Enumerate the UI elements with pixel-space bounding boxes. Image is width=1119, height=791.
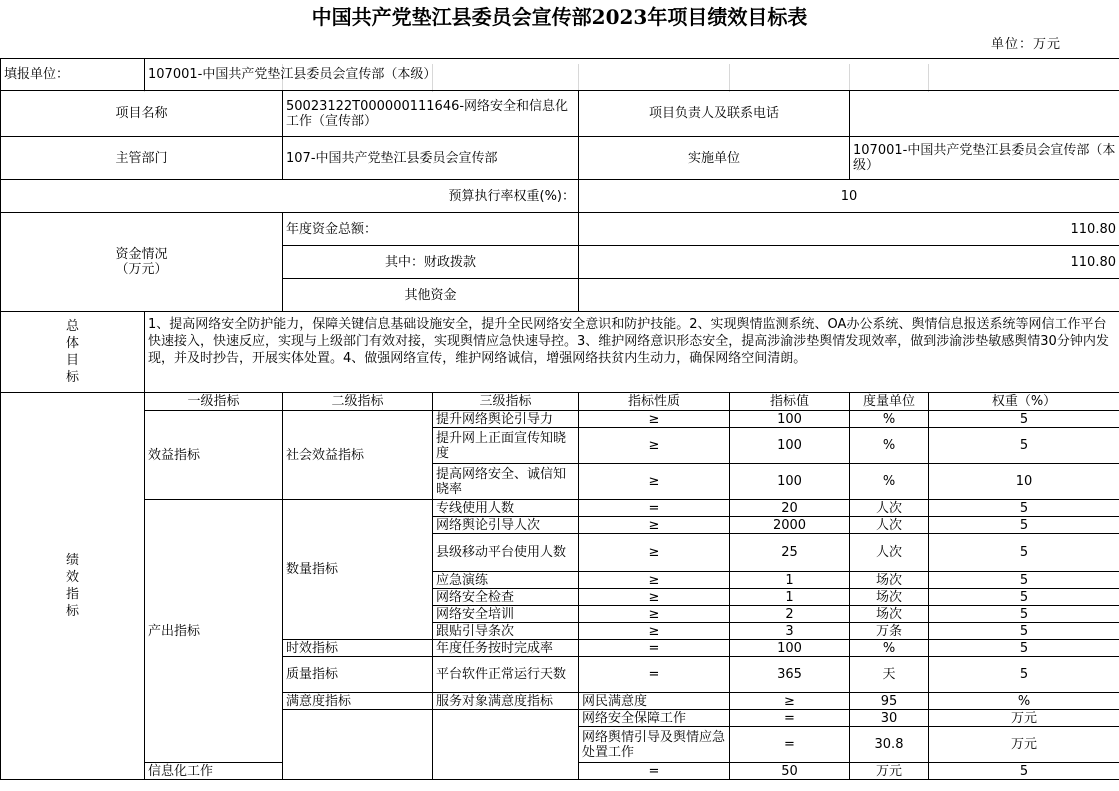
level1-benefit: 效益指标 xyxy=(145,411,283,500)
indicator-unit: % xyxy=(850,428,929,464)
indicator-name: 网络安全保障工作 xyxy=(579,710,730,727)
indicator-value: 100 xyxy=(730,640,850,657)
level1-empty xyxy=(283,710,433,780)
indicator-value: 2 xyxy=(730,606,850,623)
header-weight: 权重（%） xyxy=(929,393,1119,411)
indicator-weight: 5 xyxy=(929,623,1119,640)
budget-weight-value: 10 xyxy=(579,180,1119,213)
indicator-unit: 场次 xyxy=(850,606,929,623)
indicator-unit: 场次 xyxy=(850,572,929,589)
implementing-unit-label: 实施单位 xyxy=(579,137,850,180)
header-level1: 一级指标 xyxy=(145,393,283,411)
indicator-value: 1 xyxy=(730,572,850,589)
level2-timeliness: 时效指标 xyxy=(283,640,433,657)
indicator-op: ≥ xyxy=(730,693,850,710)
indicator-name: 提升网络舆论引导力 xyxy=(433,411,579,428)
header-unit: 度量单位 xyxy=(850,393,929,411)
level2-empty xyxy=(433,710,579,780)
supervisor-dept-label: 主管部门 xyxy=(1,137,283,180)
indicator-name: 专线使用人数 xyxy=(433,500,579,517)
funds-label-text: 资金情况 xyxy=(115,247,168,262)
unit-row xyxy=(0,34,1119,58)
indicator-name: 县级移动平台使用人数 xyxy=(433,534,579,572)
overall-goal-label: 总 体 目 标 xyxy=(1,312,145,393)
indicator-weight: 5 xyxy=(929,411,1119,428)
indicator-value: 3 xyxy=(730,623,850,640)
indicator-value: 100 xyxy=(730,428,850,464)
indicator-op: ≥ xyxy=(579,572,730,589)
indicator-name: 年度任务按时完成率 xyxy=(433,640,579,657)
funds-fiscal-label: 其中：财政拨款 xyxy=(283,246,579,279)
indicator-value: 95 xyxy=(850,693,929,710)
funds-label-unit: （万元） xyxy=(115,262,168,277)
page-title: 中国共产党垫江县委员会宣传部2023年项目绩效目标表 xyxy=(311,5,808,29)
unit-label: 单位：万元 xyxy=(990,37,1061,52)
indicator-op: = xyxy=(579,640,730,657)
performance-table xyxy=(0,58,1119,780)
level1-satisfaction: 满意度指标 xyxy=(283,693,433,710)
indicator-op: ≥ xyxy=(579,517,730,534)
header-level3: 三级指标 xyxy=(433,393,579,411)
indicator-name: 提高网络安全、诚信知晓率 xyxy=(433,464,579,500)
indicator-name: 网络安全培训 xyxy=(433,606,579,623)
indicator-unit: 万元 xyxy=(929,710,1119,727)
indicator-op: ≥ xyxy=(579,534,730,572)
funds-other-value xyxy=(579,279,1119,312)
indicator-value: 20 xyxy=(730,500,850,517)
indicator-weight: 10 xyxy=(929,464,1119,500)
indicator-value: 365 xyxy=(730,657,850,693)
funds-total-value: 110.80 xyxy=(579,213,1119,246)
indicator-unit: % xyxy=(929,693,1119,710)
indicator-op: = xyxy=(579,763,730,780)
indicator-op: = xyxy=(579,500,730,517)
indicator-name: 平台软件正常运行天数 xyxy=(433,657,579,693)
indicator-weight: 5 xyxy=(929,517,1119,534)
header-level2: 二级指标 xyxy=(283,393,433,411)
indicator-weight: 5 xyxy=(929,500,1119,517)
indicator-value: 30 xyxy=(850,710,929,727)
indicator-unit: % xyxy=(850,464,929,500)
indicator-unit: 万条 xyxy=(850,623,929,640)
filing-unit-value: 107001-中国共产党垫江县委员会宣传部（本级） xyxy=(145,59,1119,91)
indicator-name: 网络安全检查 xyxy=(433,589,579,606)
level2-service-satisfaction: 服务对象满意度指标 xyxy=(433,693,579,710)
indicator-unit: 人次 xyxy=(850,534,929,572)
indicator-unit: 万元 xyxy=(850,763,929,780)
header-nature: 指标性质 xyxy=(579,393,730,411)
level2-social-benefit: 社会效益指标 xyxy=(283,411,433,500)
indicator-op: = xyxy=(730,727,850,763)
indicator-unit: 天 xyxy=(850,657,929,693)
indicator-op: ≥ xyxy=(579,606,730,623)
indicator-value: 25 xyxy=(730,534,850,572)
indicator-op: ≥ xyxy=(579,623,730,640)
indicator-op: = xyxy=(730,710,850,727)
level2-quality: 质量指标 xyxy=(283,657,433,693)
indicator-op: = xyxy=(579,657,730,693)
filing-unit-label: 填报单位： xyxy=(1,59,145,91)
project-leader-value xyxy=(850,91,1119,137)
project-leader-label: 项目负责人及联系电话 xyxy=(579,91,850,137)
indicator-value: 100 xyxy=(730,411,850,428)
funds-fiscal-value: 110.80 xyxy=(579,246,1119,279)
indicator-value: 30.8 xyxy=(850,727,929,763)
indicator-op: ≥ xyxy=(579,428,730,464)
header-value: 指标值 xyxy=(730,393,850,411)
indicator-weight: 5 xyxy=(929,534,1119,572)
indicator-unit: 人次 xyxy=(850,500,929,517)
project-name-value: 50023122T000000111646-网络安全和信息化工作（宣传部） xyxy=(283,91,579,137)
indicator-op: ≥ xyxy=(579,411,730,428)
indicator-name: 网络舆论引导人次 xyxy=(433,517,579,534)
indicator-name: 提升网上正面宣传知晓度 xyxy=(433,428,579,464)
indicator-unit: % xyxy=(850,411,929,428)
level2-quantity: 数量指标 xyxy=(283,500,433,640)
indicator-unit: 万元 xyxy=(929,727,1119,763)
indicator-unit: % xyxy=(850,640,929,657)
indicator-unit: 场次 xyxy=(850,589,929,606)
budget-weight-label: 预算执行率权重(%)： xyxy=(1,180,579,213)
indicator-name: 应急演练 xyxy=(433,572,579,589)
funds-other-label: 其他资金 xyxy=(283,279,579,312)
funds-label xyxy=(1,213,283,312)
indicator-name: 网民满意度 xyxy=(579,693,730,710)
implementing-unit-value: 107001-中国共产党垫江县委员会宣传部（本级） xyxy=(850,137,1119,180)
indicator-op: ≥ xyxy=(579,589,730,606)
indicator-name: 网络舆情引导及舆情应急处置工作 xyxy=(579,727,730,763)
performance-indicator-label: 绩 效 指 标 xyxy=(1,393,145,780)
indicator-op: ≥ xyxy=(579,464,730,500)
indicator-weight: 5 xyxy=(929,428,1119,464)
indicator-weight: 5 xyxy=(929,606,1119,623)
overall-goal-text: 1、提高网络安全防护能力，保障关键信息基础设施安全，提升全民网络安全意识和防护技能。2、实现舆情监测系统、OA办公系统、舆情信息报送系统等网信工作平台快速接入，快速反应，实现与上级部门有效对接，实现舆情应急快速导控。3、维护网络意识形态安全，提高涉渝涉垫舆情发现效率，做到涉渝涉垫敏感舆情30分钟内发现，并及时抄告，开展实体处置。4、做强网络宣传，维护网络诚信，增强网络扶贫内生动力，确保网络空间清朗。 xyxy=(145,312,1119,393)
indicator-value: 100 xyxy=(730,464,850,500)
indicator-weight: 5 xyxy=(929,572,1119,589)
indicator-weight: 5 xyxy=(929,640,1119,657)
indicator-value: 50 xyxy=(730,763,850,780)
supervisor-dept-value: 107-中国共产党垫江县委员会宣传部 xyxy=(283,137,579,180)
indicator-value: 2000 xyxy=(730,517,850,534)
indicator-value: 1 xyxy=(730,589,850,606)
indicator-unit: 人次 xyxy=(850,517,929,534)
level1-output: 产出指标 xyxy=(145,500,283,763)
indicator-name: 跟贴引导条次 xyxy=(433,623,579,640)
indicator-weight: 5 xyxy=(929,589,1119,606)
indicator-weight: 5 xyxy=(929,657,1119,693)
funds-total-label: 年度资金总额： xyxy=(283,213,579,246)
indicator-weight: 5 xyxy=(929,763,1119,780)
indicator-name: 信息化工作 xyxy=(145,763,283,780)
project-name-label: 项目名称 xyxy=(1,91,283,137)
